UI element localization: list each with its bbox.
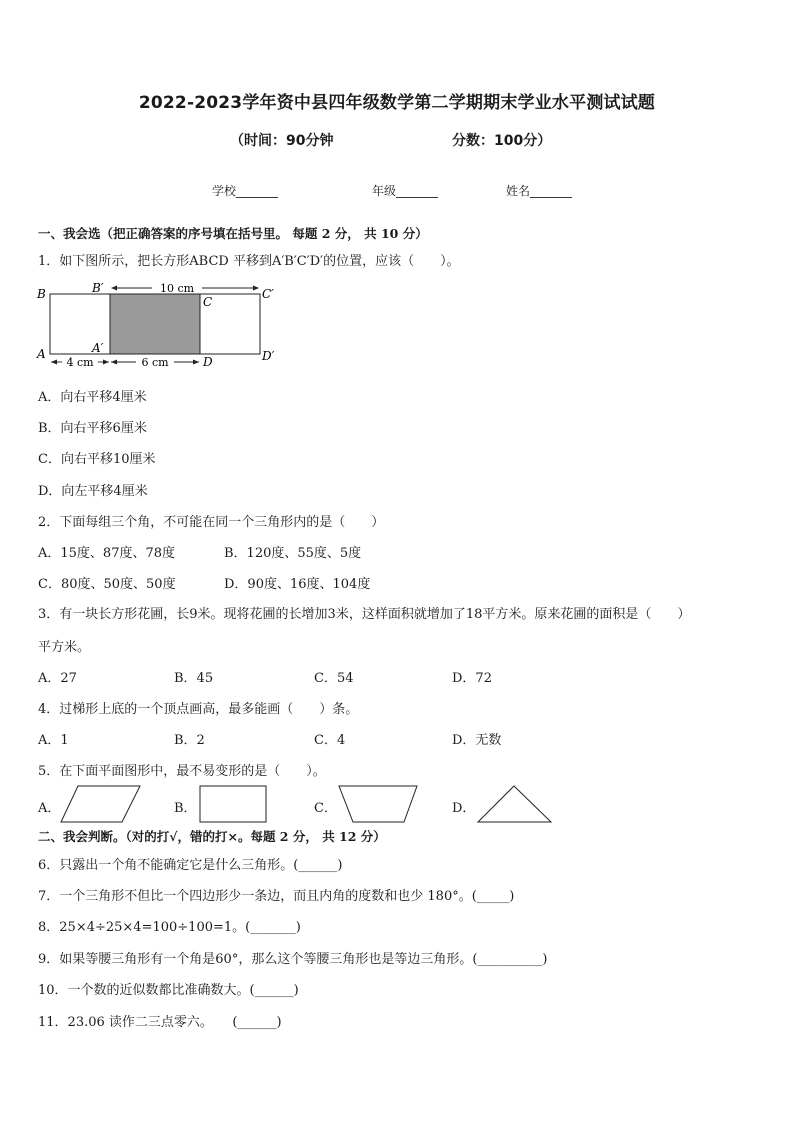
shaded-overlap-region [110,294,200,354]
question-2-option-c[interactable]: C．80度、50度、50度 [38,577,176,592]
question-8: 8．25×4÷25×4=100÷100=1。(_______) [38,920,301,935]
question-1-option-a[interactable]: A．向右平移4厘米 [38,390,147,405]
school-field: 学校_______ [212,184,279,198]
question-3-stem-continued: 平方米。 [38,640,91,655]
exam-title: 2022-2023学年资中县四年级数学第二学期期末学业水平测试试题 [138,93,656,113]
question-2-option-d[interactable]: D．90度、16度、104度 [224,577,371,592]
question-7: 7．一个三角形不但比一个四边形少一条边，而且内角的度数和也少 180°。(_____) [38,889,515,904]
question-3-option-c[interactable]: C．54 [314,671,354,686]
section-2-heading: 二、我会判断。（对的打√，错的打×。每题 2 分， 共 12 分） [38,829,386,844]
trapezoid-shape [337,784,421,824]
parallelogram-shape [60,784,142,824]
question-11: 11．23.06 读作二三点零六。 (______) [38,1015,282,1030]
question-5-option-d[interactable]: D． [452,801,476,816]
question-10: 10．一个数的近似数都比准确数大。(______) [38,983,299,998]
question-1-option-b[interactable]: B．向右平移6厘米 [38,421,147,436]
question-5-option-a[interactable]: A． [38,801,61,816]
left-dim-label: 4 cm [66,356,94,369]
question-4-option-d[interactable]: D．无数 [452,733,502,748]
triangle-shape [476,784,554,824]
label-a-prime: A′ [92,341,104,355]
question-2-option-a[interactable]: A．15度、87度、78度 [38,546,176,561]
top-dim-arrow-left [111,286,117,291]
label-b-prime: B′ [92,281,104,295]
question-2-stem: 2．下面每组三个角，不可能在同一个三角形内的是（ ） [38,515,385,530]
label-c-prime: C′ [262,287,274,301]
question-4-option-b[interactable]: B．2 [174,733,205,748]
exam-score: 分数：100分） [452,133,552,149]
label-c: C [203,295,213,309]
label-b: B [37,287,46,301]
rectangle-shape [198,784,270,824]
question-1-option-c[interactable]: C．向右平移10厘米 [38,452,156,467]
exam-time: （时间：90分钟 [230,133,334,149]
question-1-stem: 1．如下图所示，把长方形ABCD 平移到A′B′C′D′的位置，应该（ ）。 [38,254,460,269]
rectangle-translation-figure [32,280,282,372]
mid-dim-arrow-right [193,360,199,365]
question-3-stem: 3．有一块长方形花圃，长9米。现将花圃的长增加3米，这样面积就增加了18平方米。原来花圃的面积是（ ） [38,607,691,622]
question-9: 9．如果等腰三角形有一个角是60°，那么这个等腰三角形也是等边三角形。(__________) [38,952,548,967]
question-3-option-d[interactable]: D．72 [452,671,492,686]
label-d: D [203,355,213,369]
left-dim-arrow-right [103,360,109,365]
question-1-option-d[interactable]: D．向左平移4厘米 [38,484,148,499]
top-dim-label: 10 cm [159,282,195,295]
question-3-option-b[interactable]: B．45 [174,671,214,686]
question-4-stem: 4．过梯形上底的一个顶点画高，最多能画（ ）条。 [38,702,359,717]
question-4-option-a[interactable]: A．1 [38,733,69,748]
question-5-option-b[interactable]: B． [174,801,197,816]
question-6: 6．只露出一个角不能确定它是什么三角形。(______) [38,858,343,873]
grade-field: 年级_______ [372,184,439,198]
section-1-heading: 一、我会选（把正确答案的序号填在括号里。 每题 2 分， 共 10 分） [38,226,428,241]
question-4-option-c[interactable]: C．4 [314,733,346,748]
mid-dim-label: 6 cm [141,356,169,369]
question-2-option-b[interactable]: B．120度、55度、5度 [224,546,362,561]
question-5-option-c[interactable]: C． [314,801,337,816]
label-a: A [37,347,46,361]
label-d-prime: D′ [262,349,275,363]
top-dim-arrow-right [253,286,259,291]
mid-dim-arrow-left [111,360,117,365]
left-dim-arrow-left [51,360,57,365]
question-3-option-a[interactable]: A．27 [38,671,77,686]
name-field: 姓名_______ [506,184,573,198]
question-5-stem: 5．在下面平面图形中，最不易变形的是（ ）。 [38,764,326,779]
